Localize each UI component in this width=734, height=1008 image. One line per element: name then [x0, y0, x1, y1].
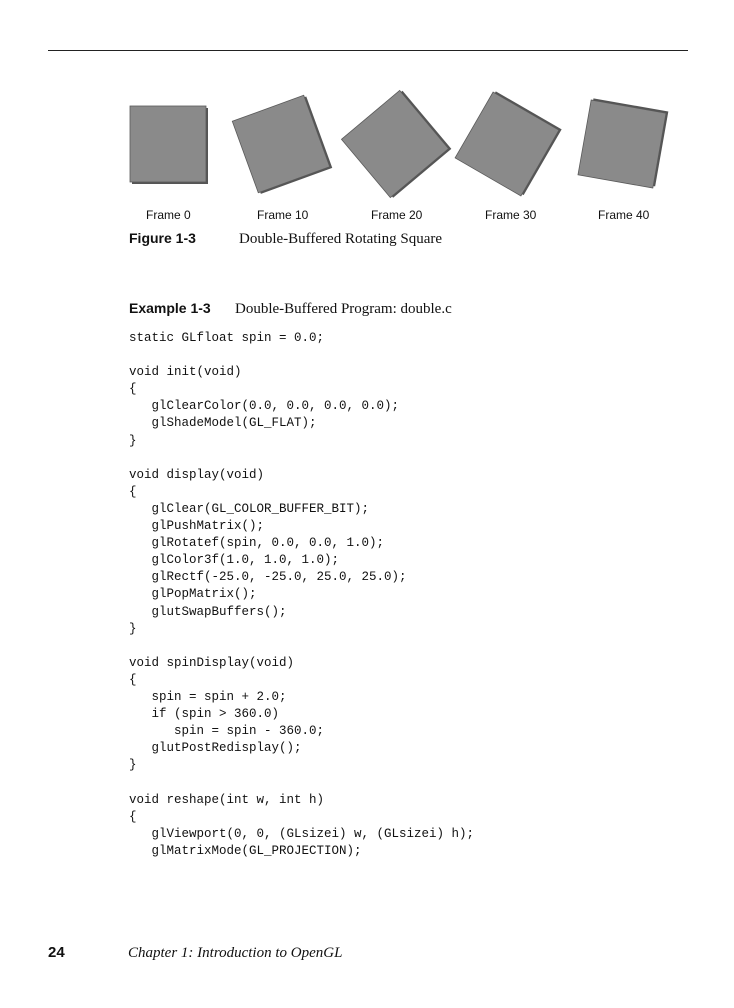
header-rule: [48, 50, 688, 51]
page-footer: [48, 944, 688, 962]
code-line: glShadeModel(GL_FLAT);: [129, 416, 317, 431]
code-line: {: [129, 382, 137, 397]
code-line: glPushMatrix();: [129, 519, 265, 534]
code-line: spin = spin + 2.0;: [129, 689, 287, 704]
code-line: {: [129, 484, 137, 499]
code-line: }: [129, 621, 137, 636]
example-title: Double-Buffered Program: double.c: [235, 301, 452, 317]
example-heading: [129, 300, 452, 318]
figure-caption: [129, 230, 442, 248]
code-line: glRectf(-25.0, -25.0, 25.0, 25.0);: [129, 570, 407, 585]
frame-label-4: Frame 40: [598, 208, 650, 222]
code-line: spin = spin - 360.0;: [129, 724, 325, 739]
code-line: void init(void): [129, 365, 242, 380]
code-line: {: [129, 672, 137, 687]
frame-square-0: [130, 106, 208, 184]
code-line: if (spin > 360.0): [129, 707, 280, 722]
code-line: glutPostRedisplay();: [129, 741, 302, 756]
code-line: glColor3f(1.0, 1.0, 1.0);: [129, 553, 340, 568]
code-line: glRotatef(spin, 0.0, 0.0, 1.0);: [129, 536, 385, 551]
code-line: }: [129, 758, 137, 773]
frame-label-0: Frame 0: [146, 208, 191, 222]
frame-square-4: [578, 98, 668, 188]
figure-caption-label: Figure 1-3: [129, 230, 196, 246]
code-line: [129, 450, 689, 467]
code-line: [129, 638, 689, 655]
frame-square-3: [455, 90, 562, 197]
code-line: glutSwapBuffers();: [129, 604, 287, 619]
code-line: void display(void): [129, 467, 265, 482]
code-line: glMatrixMode(GL_PROJECTION);: [129, 843, 362, 858]
code-line: {: [129, 809, 137, 824]
code-line: [129, 774, 689, 791]
code-line: glClearColor(0.0, 0.0, 0.0, 0.0);: [129, 399, 400, 414]
code-line: void spinDisplay(void): [129, 655, 295, 670]
frame-label-3: Frame 30: [485, 208, 537, 222]
code-line: glPopMatrix();: [129, 587, 257, 602]
frame-square-2: [341, 89, 451, 199]
running-title: Chapter 1: Introduction to OpenGL: [128, 945, 343, 961]
page-number: 24: [48, 944, 65, 961]
code-line: [129, 347, 689, 364]
example-label: Example 1-3: [129, 300, 211, 316]
code-line: glViewport(0, 0, (GLsizei) w, (GLsizei) h);: [129, 826, 475, 841]
frame-label-2: Frame 20: [371, 208, 423, 222]
frame-square-1: [232, 95, 332, 195]
code-listing: [129, 330, 689, 860]
frame-label-1: Frame 10: [257, 208, 309, 222]
code-line: static GLfloat spin = 0.0;: [129, 331, 325, 345]
figure-caption-title: Double-Buffered Rotating Square: [239, 231, 443, 247]
rotating-square-figure: [110, 80, 690, 205]
code-line: void reshape(int w, int h): [129, 792, 325, 807]
code-line: glClear(GL_COLOR_BUFFER_BIT);: [129, 501, 370, 516]
code-line: }: [129, 433, 137, 448]
